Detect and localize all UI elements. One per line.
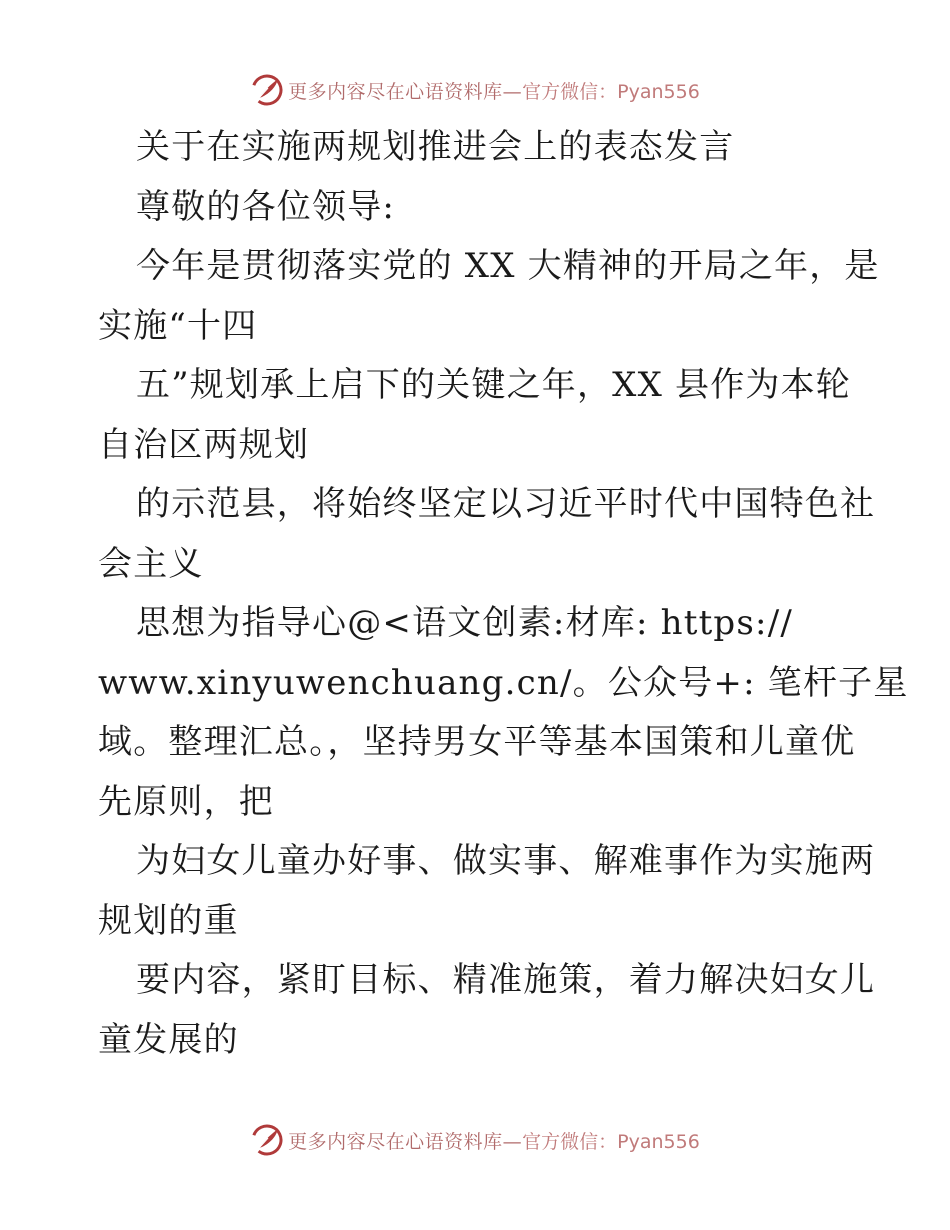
- paragraph-line: 的示范县，将始终坚定以习近平时代中国特色社: [136, 484, 876, 524]
- paragraph-line: 思想为指导心@<语文创素:材库: https://: [136, 603, 794, 643]
- paragraph-line: 要内容，紧盯目标、精准施策，着力解决妇女儿: [136, 960, 876, 1000]
- footer-banner-wechat: 官方微信：Pyan556: [522, 1130, 700, 1153]
- quill-logo-icon: [250, 73, 284, 107]
- paragraph-line: 今年是贯彻落实党的 XX 大精神的开局之年，是: [136, 246, 880, 286]
- paragraph-line: 为妇女儿童办好事、做实事、解难事作为实施两: [136, 841, 876, 881]
- paragraph-line: 先原则，把: [98, 781, 274, 822]
- document-body: [98, 118, 909, 1070]
- paragraph-line: 规划的重: [98, 900, 239, 941]
- paragraph-line: 童发展的: [98, 1019, 239, 1060]
- footer-banner-text: 更多内容尽在心语资料库—: [288, 1130, 523, 1153]
- paragraph-line: 五”规划承上启下的关键之年，XX 县作为本轮: [136, 365, 851, 405]
- document-title: 关于在实施两规划推进会上的表态发言: [136, 127, 735, 167]
- paragraph-line: 会主义: [98, 543, 204, 584]
- footer-banner: [0, 1120, 950, 1160]
- paragraph-line: 实施“十四: [98, 305, 258, 346]
- paragraph-line: 域。整理汇总。，坚持男女平等基本国策和儿童优: [98, 722, 856, 762]
- salutation: 尊敬的各位领导:: [136, 186, 396, 227]
- header-banner: [0, 70, 950, 110]
- paragraph-line: 自治区两规划: [98, 424, 310, 465]
- header-banner-text: 更多内容尽在心语资料库—: [288, 80, 523, 103]
- paragraph-line-url: www.xinyuwenchuang.cn/。公众号+: 笔杆子星: [98, 662, 909, 703]
- quill-logo-icon: [250, 1123, 284, 1157]
- header-banner-wechat: 官方微信：Pyan556: [522, 80, 700, 103]
